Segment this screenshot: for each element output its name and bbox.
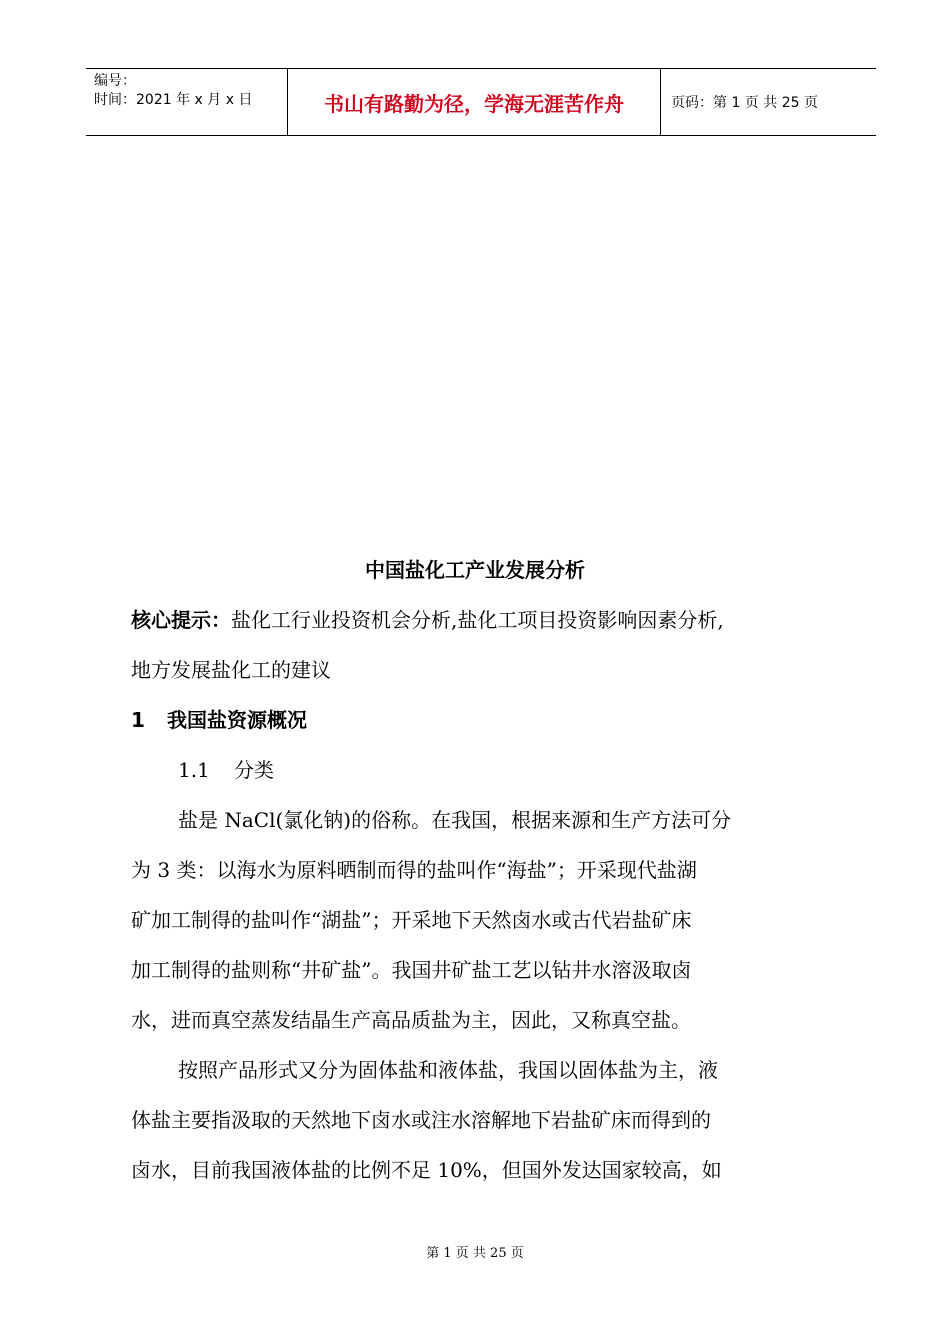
motto-text: 书山有路勤为径，学海无涯苦作舟 xyxy=(324,92,624,116)
document-title: 中国盐化工产业发展分析 xyxy=(365,558,585,582)
core-hint-text-1: 盐化工行业投资机会分析,盐化工项目投资影响因素分析, xyxy=(231,608,724,632)
para1-line: 水，进而真空蒸发结晶生产高品质盐为主，因此，又称真空盐。 xyxy=(131,1008,691,1032)
para2-line: 卤水，目前我国液体盐的比例不足 10%，但国外发达国家较高，如 xyxy=(131,1158,722,1182)
para1-line: 盐是 NaCl(氯化钠)的俗称。在我国，根据来源和生产方法可分 xyxy=(178,808,732,832)
page-footer: 第 1 页 共 25 页 xyxy=(426,1246,524,1261)
core-hint-line-2: 地方发展盐化工的建议 xyxy=(131,658,331,682)
number-label: 编号： xyxy=(94,73,136,89)
document-header xyxy=(86,68,876,136)
section-title: 我国盐资源概况 xyxy=(167,708,307,732)
subsection-title: 分类 xyxy=(234,758,274,782)
header-page-cell xyxy=(661,69,876,135)
subsection-heading xyxy=(178,755,274,785)
section-number: 1 xyxy=(131,708,145,732)
header-info-cell xyxy=(86,69,288,135)
core-hint-line-1 xyxy=(131,605,724,635)
section-heading xyxy=(131,705,307,735)
para2-line: 体盐主要指汲取的天然地下卤水或注水溶解地下岩盐矿床而得到的 xyxy=(131,1108,711,1132)
para2-line: 按照产品形式又分为固体盐和液体盐，我国以固体盐为主，液 xyxy=(178,1058,718,1082)
subsection-number: 1.1 xyxy=(178,758,210,782)
core-hint-label: 核心提示： xyxy=(131,608,231,632)
para1-line: 为 3 类：以海水为原料晒制而得的盐叫作“海盐”；开采现代盐湖 xyxy=(131,858,697,882)
page-code: 页码：第 1 页 共 25 页 xyxy=(671,95,818,111)
header-motto-cell xyxy=(288,69,661,135)
para1-line: 矿加工制得的盐叫作“湖盐”；开采地下天然卤水或古代岩盐矿床 xyxy=(131,908,692,932)
para1-line: 加工制得的盐则称“井矿盐”。我国井矿盐工艺以钻井水溶汲取卤 xyxy=(131,958,692,982)
date-label: 时间：2021 年 x 月 x 日 xyxy=(94,92,253,108)
